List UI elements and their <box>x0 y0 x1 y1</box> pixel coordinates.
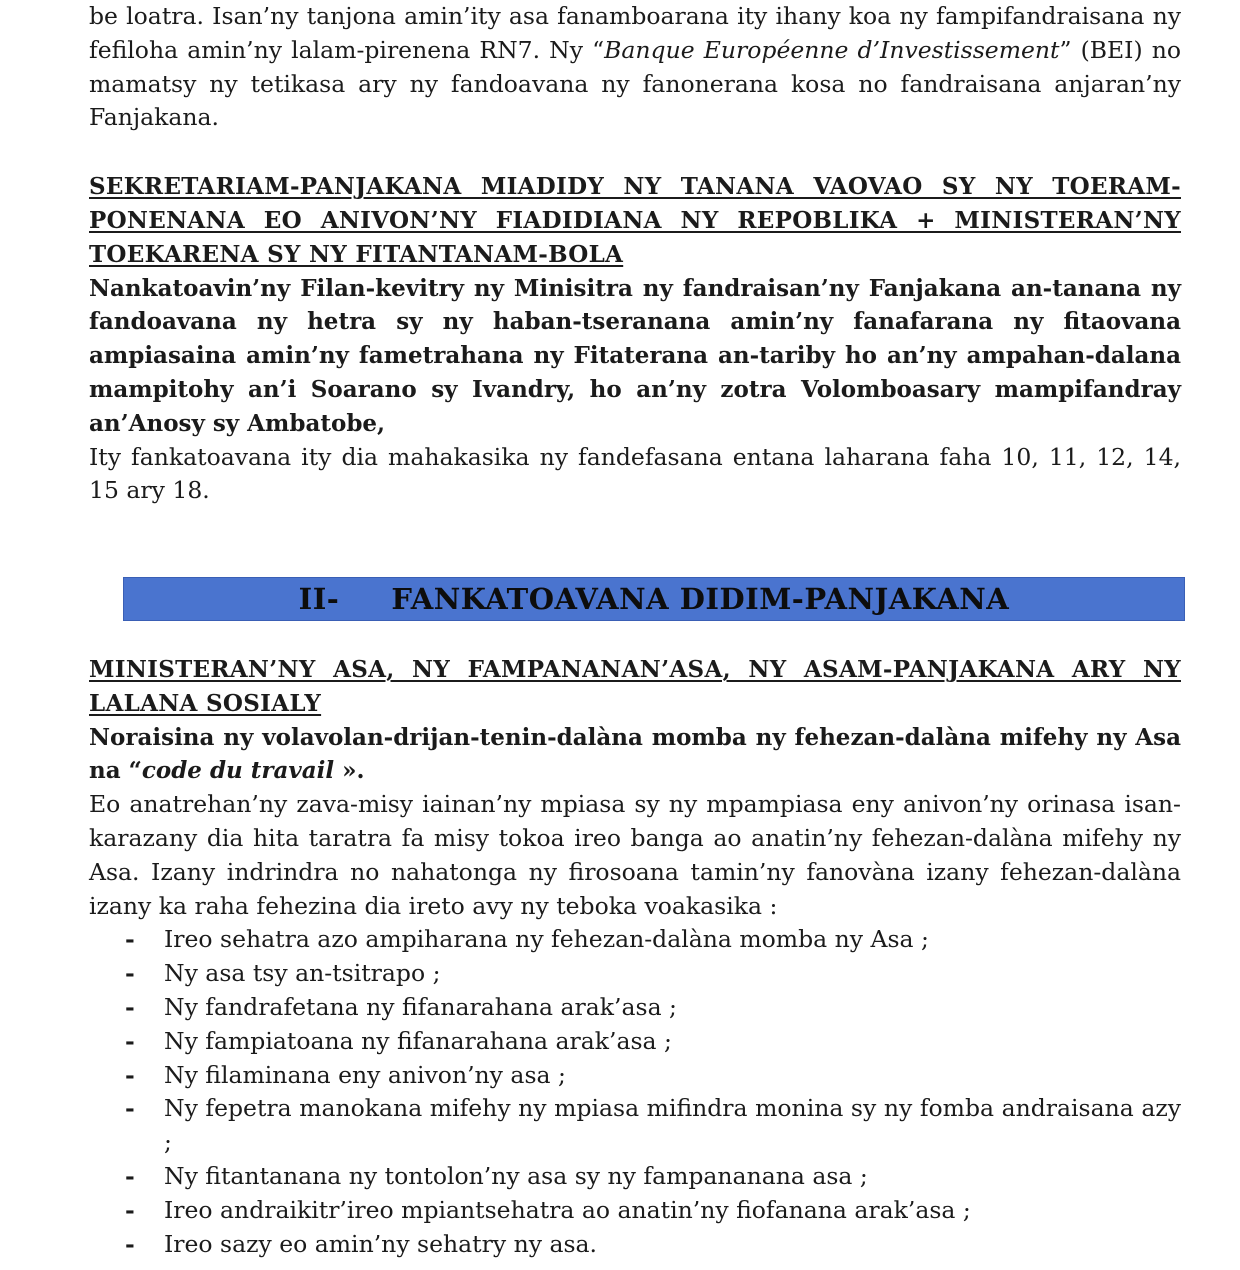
list-item <box>89 1160 1181 1194</box>
bullet-dash: - <box>125 1229 135 1258</box>
bullet-dash: - <box>125 1094 135 1123</box>
section2-heading: MINISTERAN’NY ASA, NY FAMPANANAN’ASA, NY ASAM-PANJAKANA ARY NY LALANA SOSIALY <box>89 656 1181 717</box>
section2-bold-italic: code du travail <box>141 757 335 785</box>
list-item-text: Ny fampiatoana ny fifanarahana arak’asa ; <box>164 1026 672 1055</box>
section1-body-text: Ity fankatoavana ity dia mahakasika ny fandefasana entana laharana faha 10, 11, 12, 14, 15 ary 18. <box>89 442 1181 505</box>
banner-title: FANKATOAVANA DIDIM-PANJAKANA <box>391 582 1010 616</box>
list-item <box>89 1059 1181 1093</box>
list-item-text: Ireo andraikitr’ireo mpiantsehatra ao anatin’ny fiofanana arak’asa ; <box>164 1195 971 1224</box>
bullet-dash: - <box>125 1026 135 1055</box>
intro-text-1: be loatra. Isan’ny tanjona amin’ity asa fanamboarana ity ihany koa ny fampifandraisana ny fefiloha amin’ny lalam-pirenena RN7. Ny “ <box>89 2 1181 64</box>
bullet-dash: - <box>125 959 135 988</box>
bullet-list <box>89 923 1181 1261</box>
bullet-dash: - <box>125 1195 135 1224</box>
list-item-text: Ny fandrafetana ny fifanarahana arak’asa ; <box>164 992 677 1021</box>
list-item-text: Ny fitantanana ny tontolon’ny asa sy ny fampananana asa ; <box>164 1161 868 1190</box>
list-item-text: Ireo sehatra azo ampiharana ny fehezan-dalàna momba ny Asa ; <box>164 925 929 954</box>
intro-paragraph <box>89 0 1181 135</box>
banner-number: II- <box>298 582 340 616</box>
section2-bold-text <box>89 721 1181 789</box>
bullet-dash: - <box>125 1060 135 1089</box>
document-page <box>89 0 1181 508</box>
section1-heading: SEKRETARIAM-PANJAKANA MIADIDY NY TANANA VAOVAO SY NY TOERAM-PONENANA EO ANIVON’NY FIADIDIANA NY REPOBLIKA + MINISTERAN’NY TOEKARENA SY NY FITANTANAM-BOLA <box>89 173 1181 268</box>
list-item <box>89 1228 1181 1262</box>
bullet-dash: - <box>125 992 135 1021</box>
list-item <box>89 1194 1181 1228</box>
bullet-dash: - <box>125 925 135 954</box>
list-item-text: Ny filaminana eny anivon’ny asa ; <box>164 1060 566 1089</box>
list-item <box>89 991 1181 1025</box>
list-item <box>89 957 1181 991</box>
list-item <box>89 1092 1181 1160</box>
intro-italic-bank-name: Banque Européenne d’Investissement <box>604 35 1060 64</box>
section-banner <box>123 577 1185 621</box>
list-item-text: Ireo sazy eo amin’ny sehatry ny asa. <box>164 1229 598 1258</box>
list-item-text: Ny fepetra manokana mifehy ny mpiasa mifindra monina sy ny fomba andraisana azy ; <box>164 1094 1181 1157</box>
section2-bold-1: Noraisina ny volavolan-drijan-tenin-dalàna momba ny fehezan-dalàna mifehy ny Asa na “ <box>89 723 1181 785</box>
list-item <box>89 1025 1181 1059</box>
list-item <box>89 923 1181 957</box>
list-item-text: Ny asa tsy an-tsitrapo ; <box>164 959 441 988</box>
section2-body-text: Eo anatrehan’ny zava-misy iainan’ny mpiasa sy ny mpampiasa eny anivon’ny orinasa isan-karazany dia hita taratra fa misy tokoa ireo banga ao anatin’ny fehezan-dalàna mifehy ny Asa. Izany indrindra no nahatonga ny firosoana tamin’ny fanovàna izany fehezan-dalàna izany ka raha fehezina dia ireto avy ny teboka voakasika : <box>89 790 1181 920</box>
intro-text-2: ” (BEI) no mamatsy ny tetikasa ary ny fandoavana ny fanonerana kosa no fandraisana anjaran’ny Fanjakana. <box>89 35 1182 132</box>
section2 <box>89 653 1181 1261</box>
section1-bold-text: Nankatoavin’ny Filan-kevitry ny Minisitra ny fandraisan’ny Fanjakana an-tanana ny fandoavana ny hetra sy ny haban-tseranana amin’ny fanafarana ny fitaovana ampiasaina amin’ny fametrahana ny Fitaterana an-tariby ho an’ny ampahan-dalana mampitohy an’i Soarano sy Ivandry, ho an’ny zotra Volomboasary mampifandray an’Anosy sy Ambatobe, <box>89 274 1181 437</box>
section2-bold-2: ». <box>334 757 365 785</box>
bullet-dash: - <box>125 1161 135 1190</box>
